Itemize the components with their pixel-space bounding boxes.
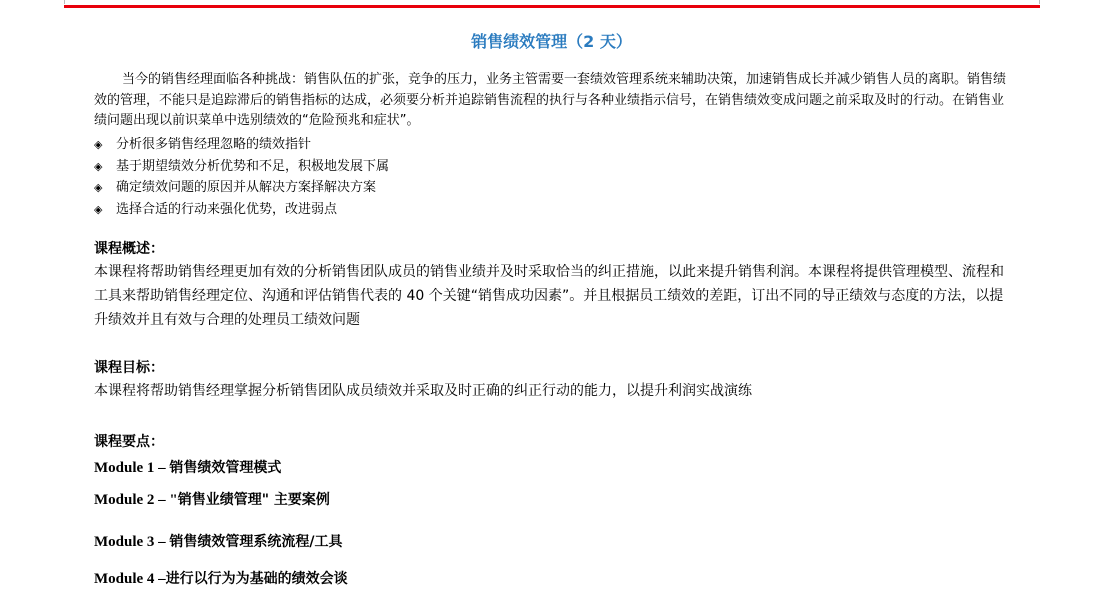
module-item-3	[94, 531, 343, 551]
module-title: 销售绩效管理系统流程/工具	[169, 534, 343, 550]
bullet-item	[94, 199, 1014, 221]
module-prefix: Module 3 –	[94, 534, 170, 550]
module-item-1	[94, 457, 281, 477]
document-title: 销售绩效管理（2 天）	[471, 32, 632, 51]
bullet-item	[94, 134, 1014, 156]
module-title: 销售业绩管理" 主要案例	[177, 492, 330, 508]
page-top-border	[64, 0, 1040, 4]
overview-heading: 课程概述：	[94, 241, 164, 257]
diamond-bullet-icon: ◈	[94, 159, 103, 173]
module-title: 进行以行为为基础的绩效会谈	[165, 571, 348, 587]
diamond-bullet-icon: ◈	[94, 202, 103, 216]
bullet-item	[94, 156, 1014, 178]
goal-body: 本课程将帮助销售经理掌握分析销售团队成员绩效并采取及时正确的纠正行动的能力，以提升利润实战演练	[94, 383, 752, 399]
bullet-text: 选择合适的行动来强化优势，改进弱点	[116, 201, 338, 217]
points-heading: 课程要点：	[94, 434, 164, 450]
module-item-4	[94, 568, 348, 588]
overview-body: 本课程将帮助销售经理更加有效的分析销售团队成员的销售业绩并及时采取恰当的纠正措施，以此来提升销售利润。本课程将提供管理模型、流程和工具来帮助销售经理定位、沟通和评估销售代表的 40 个关键“销售成功因素”。并且根据员工绩效的差距，订出不同的导正绩效与态度的方法，以提升绩效并且有效与合理的处理员工绩效问题	[94, 264, 1004, 328]
diamond-bullet-icon: ◈	[94, 181, 103, 194]
module-prefix: Module 4 –	[94, 571, 166, 587]
bullet-text: 确定绩效问题的原因并从解决方案择解决方案	[116, 180, 377, 195]
module-prefix: Module 2 – "	[94, 492, 178, 508]
module-item-2	[94, 489, 330, 509]
bullet-list	[94, 134, 1014, 220]
module-prefix: Module 1 –	[94, 460, 170, 476]
module-title: 销售绩效管理模式	[169, 460, 282, 476]
bullet-item	[94, 177, 1014, 199]
header-red-rule	[64, 5, 1040, 8]
diamond-bullet-icon: ◈	[94, 138, 103, 151]
bullet-text: 分析很多销售经理忽略的绩效指针	[116, 137, 312, 152]
bullet-text: 基于期望绩效分析优势和不足，积极地发展下属	[116, 158, 390, 174]
goal-heading: 课程目标：	[94, 360, 164, 376]
intro-paragraph: 当今的销售经理面临各种挑战：销售队伍的扩张，竞争的压力，业务主管需要一套绩效管理系统来辅助决策，加速销售成长并减少销售人员的离职。销售绩效的管理，不能只是追踪滞后的销售指标的达成，必须要分析并追踪销售流程的执行与各种业绩指示信号，在销售绩效变成问题之前采取及时的行动。在销售业绩问题出现以前识菜单中选别绩效的“危险预兆和症状”。	[94, 72, 1007, 128]
